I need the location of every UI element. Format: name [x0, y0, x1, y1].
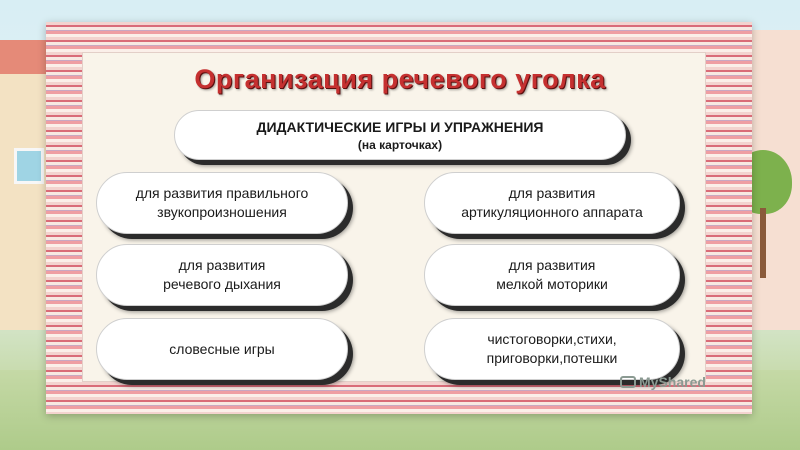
box-line-1: чистоговорки,стихи,: [487, 331, 617, 347]
box-speech-breathing: [96, 244, 348, 306]
header-line-1: ДИДАКТИЧЕСКИЕ ИГРЫ И УПРАЖНЕНИЯ: [256, 118, 544, 135]
box-line-2: речевого дыхания: [163, 276, 281, 292]
box-articulation: [424, 172, 680, 234]
house-window: [14, 148, 44, 184]
slide-title: Организация речевого уголка: [194, 64, 606, 94]
box-word-games: [96, 318, 348, 380]
box-line-2: артикуляционного аппарата: [461, 204, 643, 220]
box-line-2: мелкой моторики: [496, 276, 608, 292]
box-line-2: звукопроизношения: [157, 204, 287, 220]
box-line-1: для развития: [508, 257, 596, 273]
watermark: [620, 374, 706, 390]
header-box: [174, 110, 626, 160]
box-rhymes: [424, 318, 680, 380]
box-line-1: для развития: [508, 185, 596, 201]
watermark-text: MyShared: [639, 374, 706, 390]
box-sound-pronunciation: [96, 172, 348, 234]
box-fine-motor: [424, 244, 680, 306]
box-line-1: словесные игры: [169, 340, 275, 357]
tree-trunk: [760, 208, 766, 278]
header-line-2: (на карточках): [357, 137, 443, 152]
box-line-1: для развития правильного: [135, 185, 309, 201]
box-line-2: приговорки,потешки: [486, 350, 618, 366]
box-line-1: для развития: [178, 257, 266, 273]
projector-icon: [620, 376, 636, 388]
